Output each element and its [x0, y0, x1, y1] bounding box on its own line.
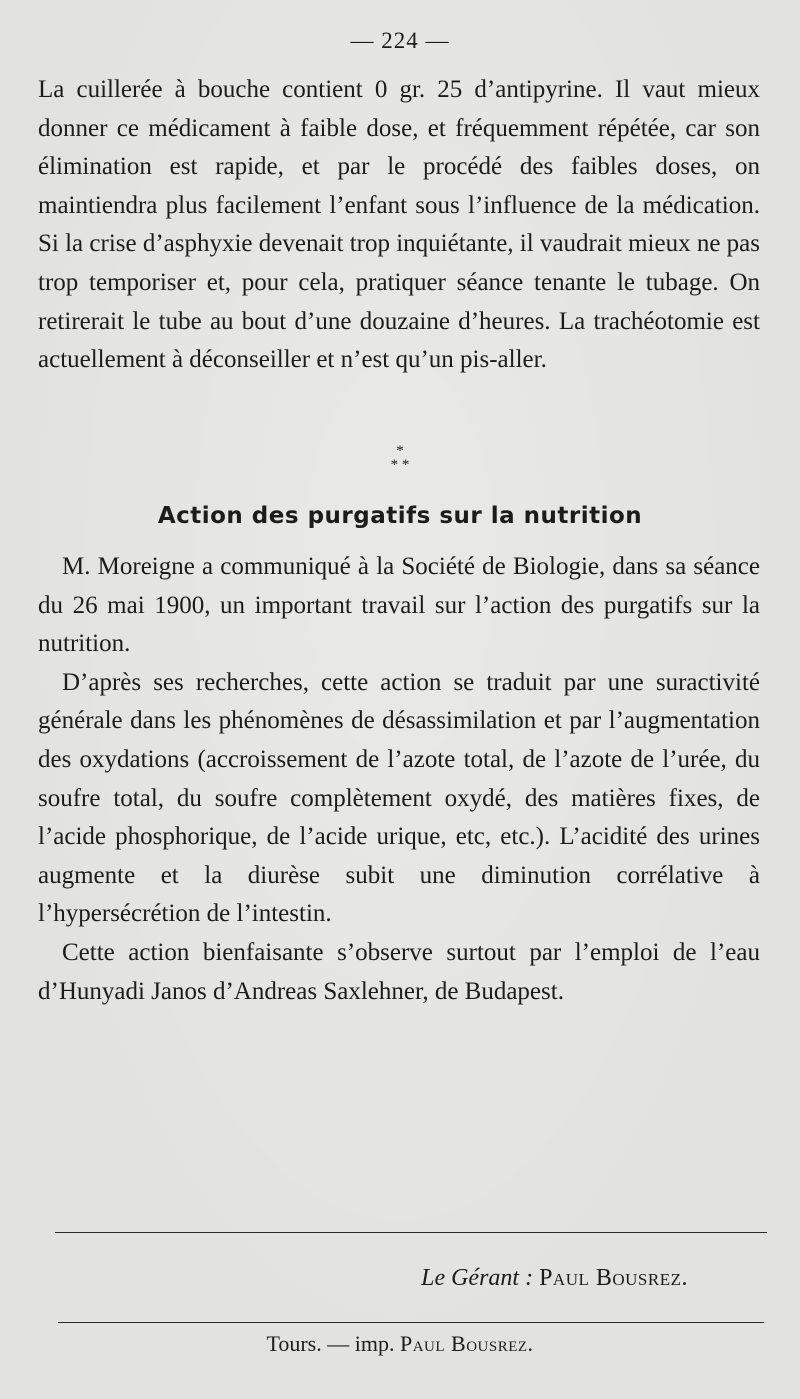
- paragraph-text: La cuillerée à bouche contient 0 gr. 25 d’antipyrine. Il vaut mieux donner ce médicament à faible dose, et fréquemment répétée, car son élimination est rapide, et par le procédé des faibles doses, on maintiendra plus facilement l’enfant sous l’influence de la médication. Si la crise d’asphyxie devenait trop inquiétante, il vaudrait mieux ne pas trop temporiser et, pour cela, pratiquer séance tenante le tubage. On retirerait le tube au bout d’une douzaine d’heures. La trachéotomie est actuellement à déconseiller et n’est qu’un pis-aller.: [38, 76, 761, 374]
- page-number: — 224 —: [350, 28, 450, 53]
- section-body: [38, 548, 760, 1011]
- section-paragraph: D’après ses recherches, cette action se traduit par une suractivité générale dans les phénomènes de désassimilation et par l’augmentation des oxydations (accroissement de l’azote total, de l’azote de l’urée, du soufre total, du soufre complètement oxydé, des matières fixes, de l’acide phosphorique, de l’acide urique, etc, etc.). L’acidité des urines augmente et la diurèse subit une diminution corrélative à l’hypersécrétion de l’intestin.: [38, 668, 760, 928]
- section-paragraph: M. Moreigne a communiqué à la Société de Biologie, dans sa séance du 26 mai 1900, un important travail sur l’action des purgatifs sur la nutrition.: [38, 553, 760, 658]
- signature-label: Le Gérant :: [421, 1265, 534, 1291]
- imprint-place: Tours. — imp.: [266, 1331, 395, 1356]
- section-title: Action des purgatifs sur la nutrition: [157, 503, 643, 529]
- section-paragraph: Cette action bienfaisante s’observe surtout par l’emploi de l’eau d’Hunyadi Janos d’Andreas Saxlehner, de Budapest.: [38, 938, 760, 1005]
- divider-rule: [55, 1232, 767, 1233]
- body-paragraph: [38, 71, 760, 380]
- divider-rule: [58, 1322, 764, 1323]
- signature-line: [421, 1265, 688, 1292]
- imprint-name: Paul Bousrez.: [399, 1331, 534, 1356]
- section-separator-asterism: [0, 444, 800, 472]
- asterism-top: *: [396, 443, 404, 459]
- signature-name: Paul Bousrez.: [539, 1265, 688, 1291]
- printer-imprint: [0, 1331, 800, 1357]
- asterism-bottom: * *: [390, 457, 410, 473]
